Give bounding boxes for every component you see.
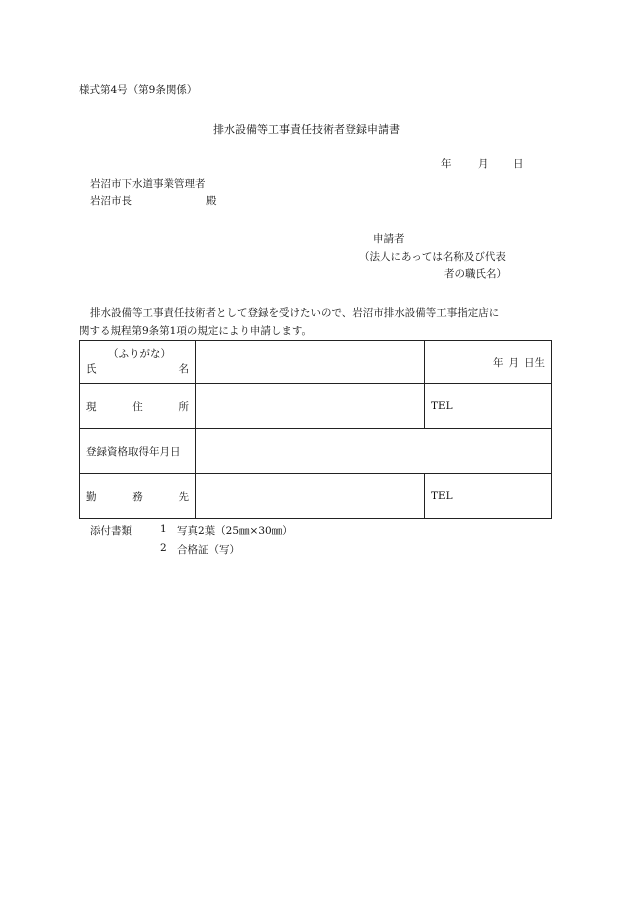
application-form-table [79, 340, 552, 519]
workplace-tel-cell[interactable] [425, 474, 552, 519]
address-label-char-3: 所 [178, 400, 189, 413]
workplace-tel-label: TEL [431, 490, 453, 502]
date-month-label: 月 [478, 158, 489, 170]
attachment-1-text: 写真2葉（25㎜×30㎜） [177, 525, 293, 537]
body-text-line2: 関する規程第9条第1項の規定により申請します。 [79, 325, 313, 337]
recipient-honorific: 殿 [206, 195, 217, 207]
furigana-label: （ふりがな） [108, 348, 171, 360]
recipient-line2: 岩沼市長 [90, 195, 132, 207]
workplace-label-cell [80, 474, 196, 519]
address-tel-label: TEL [431, 400, 453, 412]
address-label-char-2: 住 [132, 400, 143, 413]
address-row [80, 384, 552, 429]
qualification-input-cell[interactable] [196, 429, 552, 474]
birthdate-cell[interactable] [425, 341, 552, 384]
qualification-label: 登録資格取得年月日 [86, 445, 181, 458]
attachments-label: 添付書類 [90, 525, 132, 537]
form-number: 様式第4号（第9条関係） [79, 84, 198, 96]
workplace-input-cell[interactable] [196, 474, 425, 519]
birth-day-label: 日生 [524, 356, 545, 369]
name-input-cell[interactable] [196, 341, 425, 384]
date-day-label: 日 [513, 158, 524, 170]
recipient-line1: 岩沼市下水道事業管理者 [90, 178, 206, 190]
birth-month-label: 月 [508, 356, 519, 369]
workplace-row [80, 474, 552, 519]
address-tel-cell[interactable] [425, 384, 552, 429]
page-title: 排水設備等工事責任技術者登録申請書 [213, 123, 400, 136]
date-year-label: 年 [441, 158, 452, 170]
name-label-char-1: 氏 [86, 363, 97, 375]
attachment-2-num: 2 [160, 542, 167, 554]
birth-year-label: 年 [493, 356, 504, 369]
attachment-2-text: 合格証（写） [177, 544, 240, 556]
address-label-char-1: 現 [86, 400, 97, 413]
address-input-cell[interactable] [196, 384, 425, 429]
attachment-1-num: 1 [160, 523, 167, 535]
address-label-cell [80, 384, 196, 429]
qualification-row [80, 429, 552, 474]
name-row [80, 341, 552, 384]
body-text-line1: 排水設備等工事責任技術者として登録を受けたいので、岩沼市排水設備等工事指定店に [90, 307, 500, 319]
applicant-note-line1: （法人にあっては名称及び代表 [359, 251, 506, 263]
workplace-label-char-2: 務 [132, 490, 143, 503]
name-label-cell [80, 341, 196, 384]
name-label-char-2: 名 [178, 363, 189, 375]
applicant-label: 申請者 [373, 233, 405, 245]
workplace-label-char-3: 先 [178, 490, 189, 503]
applicant-note-line2: 者の職氏名） [444, 268, 507, 280]
workplace-label-char-1: 勤 [86, 490, 97, 503]
qualification-label-cell [80, 429, 196, 474]
